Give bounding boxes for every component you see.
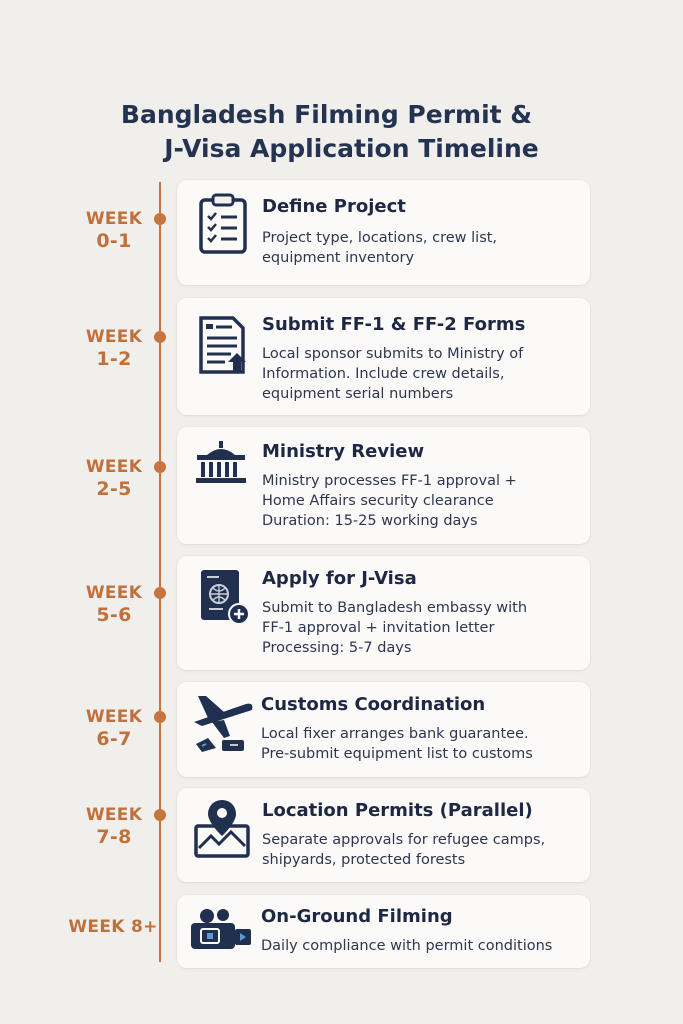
- week-word: WEEK: [85, 707, 143, 727]
- timeline-dot-4: [154, 587, 166, 599]
- step-title: Customs Coordination: [261, 694, 486, 715]
- government-building-icon: [193, 439, 249, 489]
- step-title: Location Permits (Parallel): [262, 800, 533, 821]
- passport-icon: [199, 568, 251, 630]
- week-label-1: [84, 208, 144, 252]
- step-description: Local fixer arranges bank guarantee. Pre-submit equipment list to customs: [261, 726, 533, 762]
- step-description: Local sponsor submits to Ministry of Information. Include crew details, equipment serial numbers: [262, 346, 524, 402]
- week-range: 6-7: [96, 728, 132, 750]
- timeline-dot-5: [154, 711, 166, 723]
- week-range: 7-8: [96, 826, 132, 848]
- week-label-7: [64, 916, 162, 938]
- step-title: Define Project: [262, 196, 406, 217]
- page-title: [0, 98, 683, 166]
- week-word: WEEK: [85, 805, 143, 825]
- week-word: WEEK: [85, 583, 143, 603]
- step-description: Submit to Bangladesh embassy with FF-1 approval + invitation letter Processing: 5-7 days: [262, 600, 528, 656]
- step-title: Apply for J-Visa: [262, 568, 417, 589]
- step-description: Separate approvals for refugee camps, shipyards, protected forests: [262, 832, 546, 868]
- document-upload-icon: [197, 314, 251, 380]
- step-description: Ministry processes FF-1 approval + Home Affairs security clearance Duration: 15-25 working days: [262, 473, 517, 529]
- step-card-customs: [177, 682, 590, 777]
- timeline-dot-6: [154, 809, 166, 821]
- step-card-apply-jvisa: [177, 556, 590, 670]
- step-title: On-Ground Filming: [261, 906, 453, 927]
- map-pin-icon: [193, 798, 251, 864]
- week-word: WEEK 8+: [68, 917, 158, 937]
- step-card-on-ground-filming: [177, 895, 590, 968]
- week-range: 0-1: [96, 230, 132, 252]
- step-description: Daily compliance with permit conditions: [261, 938, 553, 954]
- week-label-4: [84, 582, 144, 626]
- week-range: 1-2: [96, 348, 132, 370]
- title-line-2: J-Visa Application Timeline: [164, 134, 539, 163]
- step-title: Submit FF-1 & FF-2 Forms: [262, 314, 526, 335]
- timeline-line: [159, 182, 161, 962]
- step-title: Ministry Review: [262, 441, 425, 462]
- week-word: WEEK: [85, 457, 143, 477]
- timeline-dot-3: [154, 461, 166, 473]
- week-range: 5-6: [96, 604, 132, 626]
- week-label-3: [84, 456, 144, 500]
- step-card-location-permits: [177, 788, 590, 882]
- step-description: Project type, locations, crew list, equipment inventory: [262, 230, 498, 266]
- timeline-dot-1: [154, 213, 166, 225]
- clipboard-checklist-icon: [197, 192, 249, 258]
- step-card-ministry-review: [177, 427, 590, 544]
- week-word: WEEK: [85, 327, 143, 347]
- title-line-1: Bangladesh Filming Permit &: [120, 100, 533, 129]
- week-label-5: [84, 706, 144, 750]
- week-label-6: [84, 804, 144, 848]
- film-camera-icon: [187, 907, 253, 957]
- step-card-submit-forms: [177, 298, 590, 415]
- airplane-luggage-icon: [190, 692, 254, 758]
- timeline-dot-2: [154, 331, 166, 343]
- step-card-define-project: [177, 180, 590, 285]
- week-label-2: [84, 326, 144, 370]
- week-word: WEEK: [85, 209, 143, 229]
- week-range: 2-5: [96, 478, 132, 500]
